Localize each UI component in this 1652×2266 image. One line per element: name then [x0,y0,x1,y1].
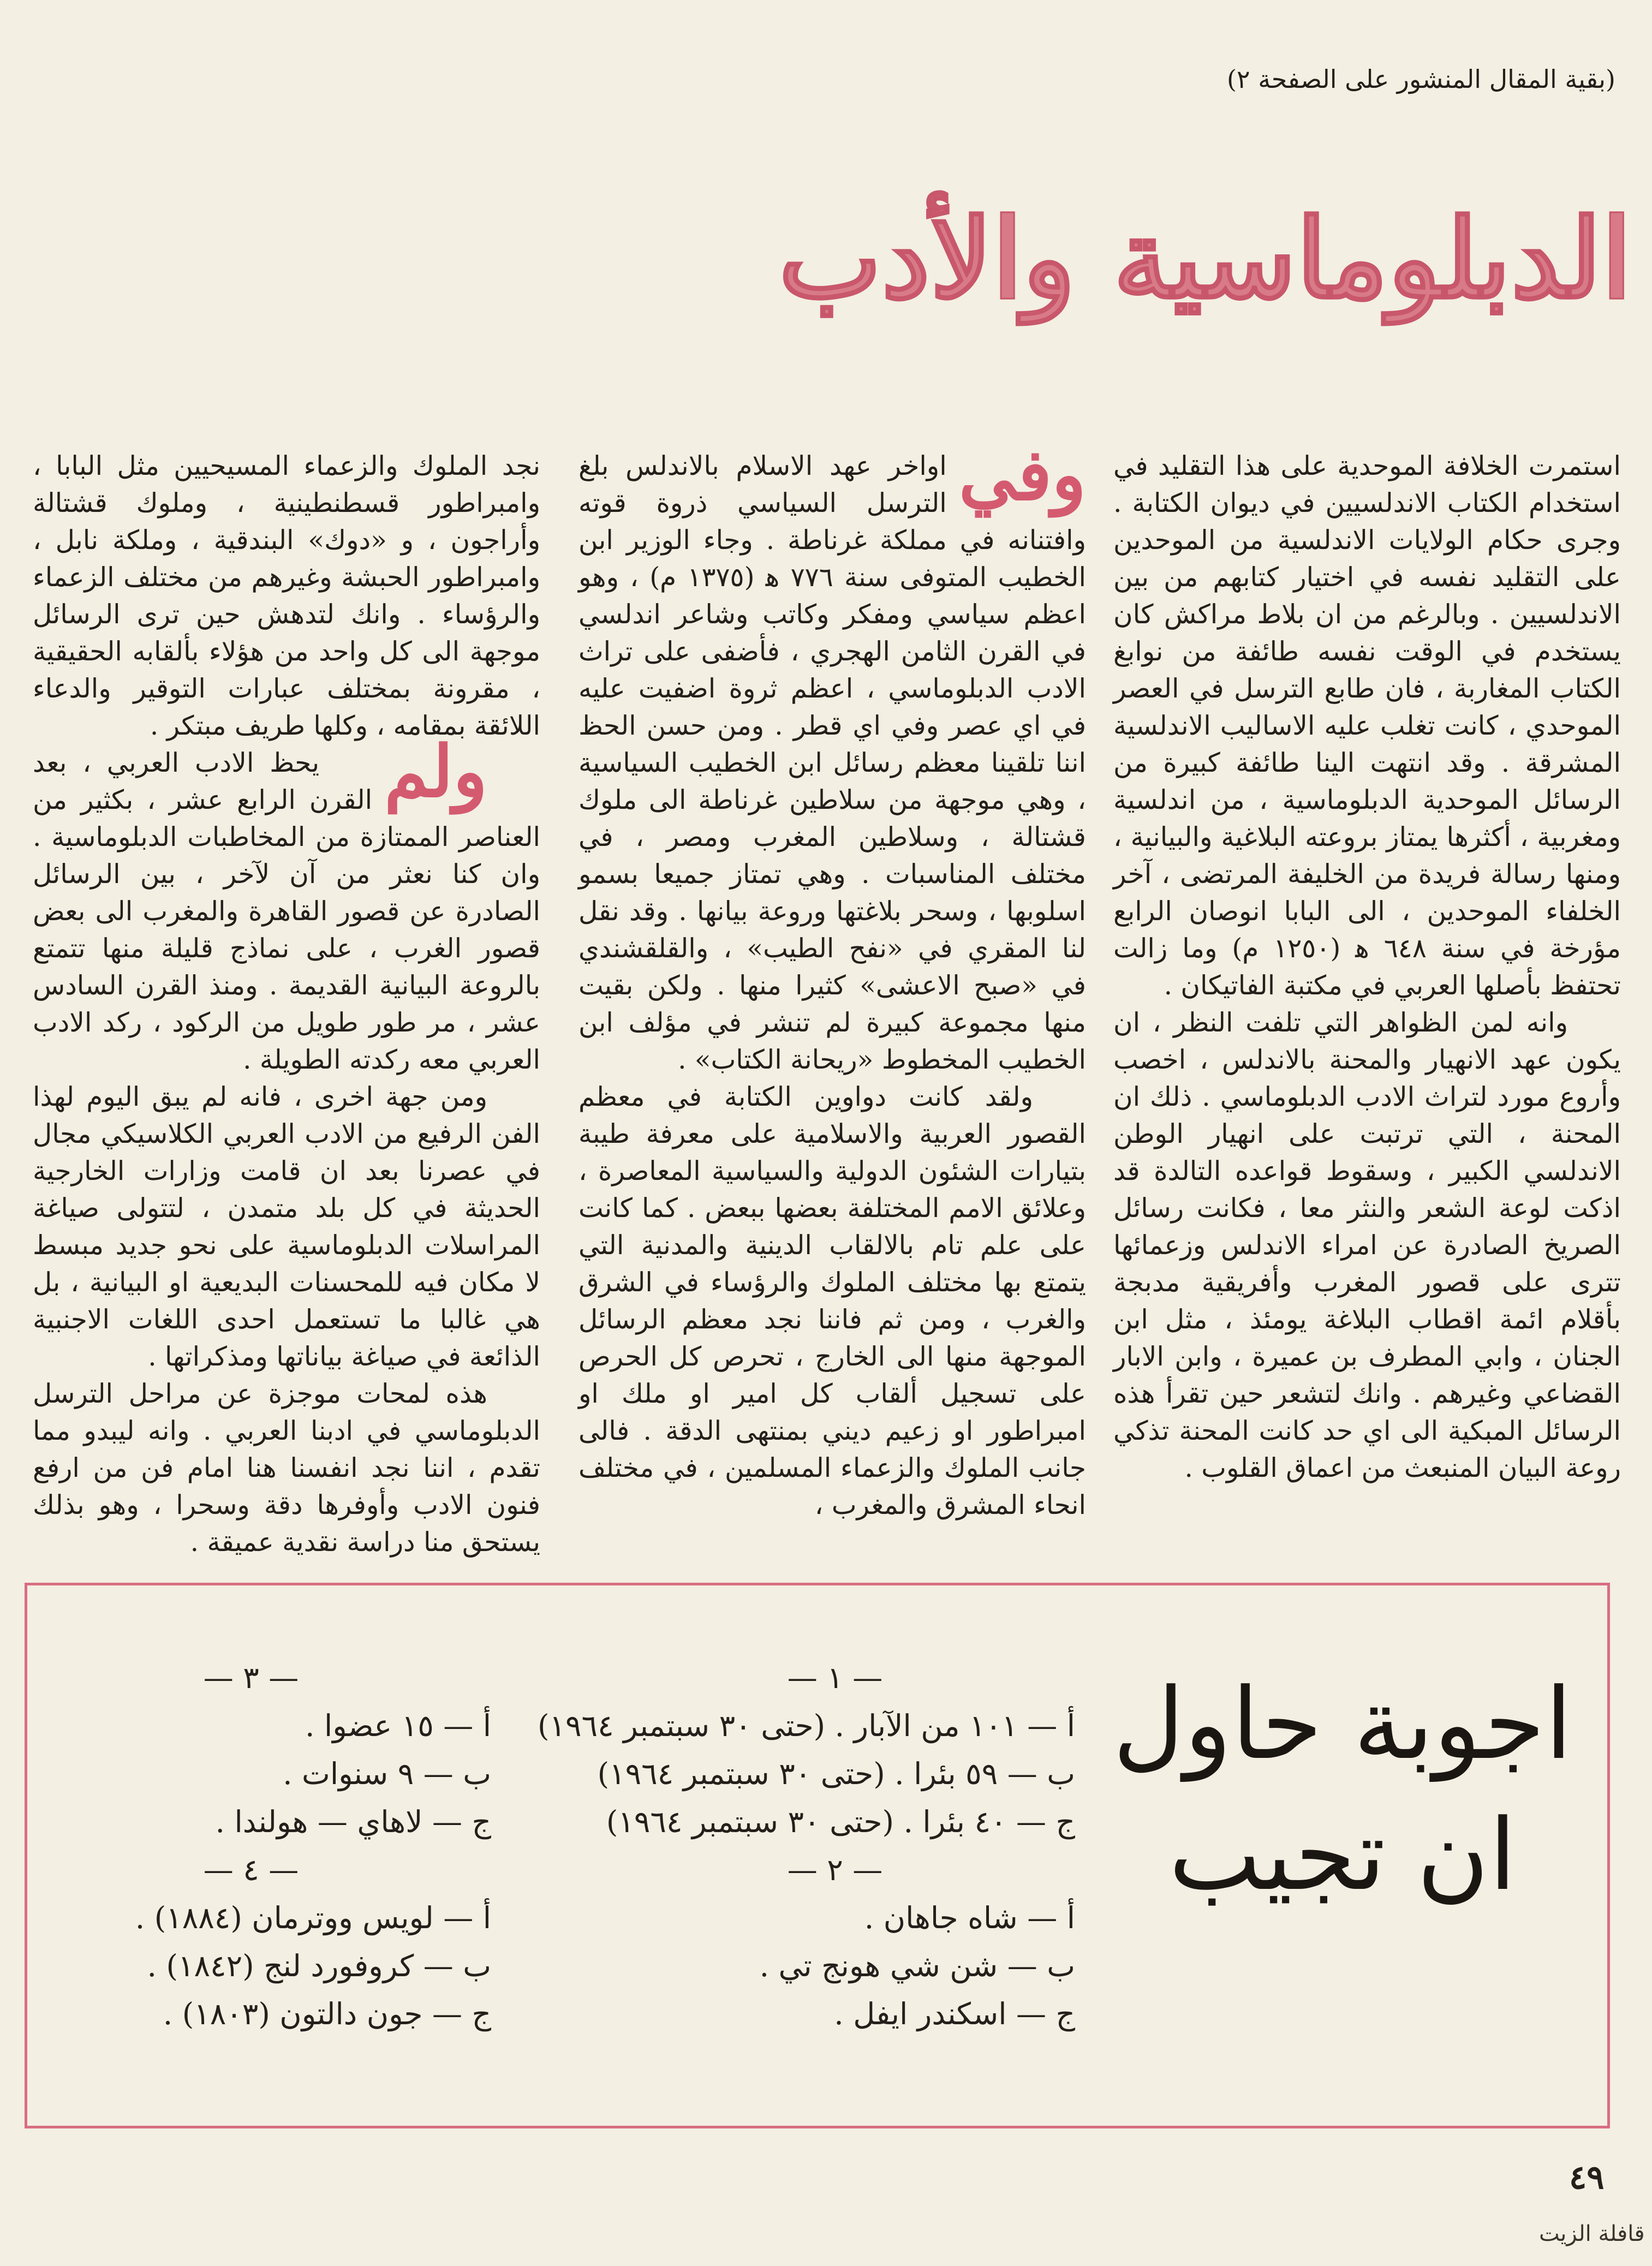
answers-title-line: ان تجيب [1168,1798,1517,1912]
column-left [33,448,540,1558]
page-number: ٤٩ [1569,2158,1605,2197]
answer-item: أ — شاه جاهان . [864,1900,1075,1935]
answers-group-3-4 [98,1654,491,2038]
answers-group-1-2 [538,1654,1075,2038]
answer-item: ج — جون دالتون (١٨٠٣) . [163,1996,491,2031]
group-header: — ٤ — [203,1852,299,1887]
column-middle [579,433,1087,1520]
paragraph: هذه لمحات موجزة عن مراحل الترسل الدبلوماسي في ادبنا العربي . وانه ليبدو مما تقدم ، اننا نجد انفسنا هنا امام فن من ارفع فنون الادب وأوفرها دقة وسحرا ، وهو بذلك يستحق منا دراسة نقدية عميقة . [33,1379,540,1558]
paragraph: ولقد كانت دواوين الكتابة في معظم القصور العربية والاسلامية على معرفة طيبة بتيارات الشئون الدولية والسياسية المعاصرة ، وعلائق الامم المختلفة بعضها ببعض . كما كانت على علم تام بالالقاب الدينية والمدنية التي يتمتع بها مختلف الملوك والرؤساء في الشرق والغرب ، ومن ثم فاننا نجد معظم الرسائل الموجهة منها الى الخارج ، تحرص كل الحرص على تسجيل ألقاب كل امير او ملك او امبراطور او زعيم ديني بمنتهى الدقة . فالى جانب الملوك والزعماء المسلمين ، في مختلف انحاء المشرق والمغرب ، [579,1082,1086,1520]
group-header: — ٢ — [787,1852,883,1887]
paragraph: استمرت الخلافة الموحدية على هذا التقليد في استخدام الكتاب الاندلسيين في ديوان الكتابة . وجرى حكام الولايات الاندلسية من الموحدين على التقليد نفسه في اختيار كتابهم من بين الاندلسيين . وبالرغم من ان بلاط مراكش كان يستخدم في الوقت نفسه طائفة من نوابغ الكتاب المغاربة ، فان طابع الترسل في العصر الموحدي ، كانت تغلب عليه الاساليب الاندلسية المشرقة . وقد انتهت الينا طائفة كبيرة من الرسائل الموحدية الدبلوماسية ، من اندلسية ومغربية ، أكثرها يمتاز بروعته البلاغية والبيانية ، ومنها رسالة فريدة من الخليفة المرتضى ، آخر الخلفاء الموحدين ، الى البابا انوصان الرابع مؤرخة في سنة ٦٤٨ ﻫ (١٢٥٠ م) وما زالت تحتفظ بأصلها العربي في مكتبة الفاتيكان . [1113,451,1621,1001]
answer-item: ب — شن شي هونج تي . [759,1948,1075,1983]
answers-title-line: اجوبة حاول [1113,1667,1572,1781]
answer-item: أ — لويس ووترمان (١٨٨٤) . [135,1900,491,1935]
answers-title [1108,1659,1577,1921]
answer-item: ج — اسكندر ايفل . [834,1996,1075,2031]
answer-item: ب — كروفورد لنج (١٨٤٢) . [147,1948,491,1983]
article-title: الدبلوماسية والأدب [778,195,1632,323]
continued-note: (بقية المقال المنشور على الصفحة ٢) [1226,64,1615,94]
drop-cap: وفي [958,433,1086,516]
paragraph: ومن جهة اخرى ، فانه لم يبق اليوم لهذا الفن الرفيع من الادب العربي الكلاسيكي مجال في عصرنا بعد ان قامت وزارات الخارجية الحديثة في كل بلد متمدن ، لتتولى صياغة المراسلات الدبلوماسية على نحو جديد مبسط لا مكان فيه للمحسنات البديعية او البيانية ، بل هي غالبا ما تستعمل احدى اللغات الاجنبية الذائعة في صياغة بياناتها ومذكراتها . [33,1082,540,1372]
answer-item: ج — لاهاي — هولندا . [215,1804,491,1839]
paragraph-text: يحظ الادب العربي ، بعد القرن الرابع عشر ، بكثير من العناصر الممتازة من المخاطبات الدبلوماسية . وان كنا نعثر من آن لآخر ، بين الرسائل الصادرة عن قصور القاهرة والمغرب الى بعض قصور الغرب ، على نماذج قليلة منها تتمتع بالروعة البيانية القديمة . ومنذ القرن السادس عشر ، مر طور طويل من الركود ، ركد الادب العربي معه ركدته الطويلة . [33,748,540,1075]
paragraph [579,433,1087,1078]
publication-name: قافلة الزيت [1539,2221,1645,2246]
paragraph [33,730,540,1078]
group-header: — ٣ — [203,1660,299,1695]
answer-item: أ — ١٥ عضوا . [305,1708,491,1743]
paragraph: نجد الملوك والزعماء المسيحيين مثل البابا ، وامبراطور قسطنطينية ، وملوك قشتالة وأراجون ، و «دوك» البندقية ، وملكة نابل ، وامبراطور الحبشة وغيرهم من مختلف الزعماء والرؤساء . وانك لتدهش حين ترى الرسائل موجهة الى كل واحد من هؤلاء بألقابه الحقيقية ، مقرونة بمختلف عبارات التوقير والدعاء اللائقة بمقامه ، وكلها طريف مبتكر . [33,451,540,741]
answer-item: ج — ٤٠ بئرا . (حتى ٣٠ سبتمبر ١٩٦٤) [606,1804,1075,1839]
answer-item: ب — ٥٩ بئرا . (حتى ٣٠ سبتمبر ١٩٦٤) [597,1756,1075,1791]
group-header: — ١ — [787,1660,883,1695]
column-right [1113,448,1621,1512]
paragraph-text: اواخر عهد الاسلام بالاندلس بلغ الترسل السياسي ذروة قوته وافتنانه في مملكة غرناطة . وجاء الوزير ابن الخطيب المتوفى سنة ٧٧٦ ﻫ (١٣٧٥ م) ، وهو اعظم سياسي ومفكر وكاتب وشاعر اندلسي في القرن الثامن الهجري ، فأضفى على تراث الادب الدبلوماسي ، اعظم ثروة اضفيت عليه في اي عصر وفي اي قطر . ومن حسن الحظ اننا تلقينا معظم رسائل ابن الخطيب السياسية ، وهي موجهة من سلاطين غرناطة الى ملوك قشتالة ، وسلاطين المغرب ومصر ، في مختلف المناسبات . وهي تمتاز جميعا بسمو اسلوبها ، وسحر بلاغتها وروعة بيانها . وقد نقل لنا المقري في «نفح الطيب» ، والقلقشندي في «صبح الاعشى» كثيرا منها . ولكن بقيت منها مجموعة كبيرة لم تنشر في مؤلف ابن الخطيب المخطوط «ريحانة الكتاب» . [579,451,1087,1075]
answer-item: ب — ٩ سنوات . [283,1756,491,1791]
paragraph: وانه لمن الظواهر التي تلفت النظر ، ان يكون عهد الانهيار والمحنة بالاندلس ، اخصب وأروع مورد لتراث الادب الدبلوماسي . ذلك ان المحنة ، التي ترتبت على انهيار الوطن الاندلسي الكبير ، وسقوط قواعده التالدة قد اذكت لوعة الشعر والنثر معا ، فكانت رسائل الصريخ الصادرة عن امراء الاندلس وزعمائها تترى على قصور المغرب وأفريقية مدبجة بأقلام ائمة اقطاب البلاغة يومئذ ، مثل ابن الجنان ، وابي المطرف بن عميرة ، وابن الابار القضاعي وغيرهم . وانك لتشعر حين تقرأ هذه الرسائل المبكية الى اي حد كانت المحنة تذكي روعة البيان المنبعث من اعماق القلوب . [1113,1007,1621,1483]
drop-cap: ولم [384,730,487,813]
answer-item: أ — ١٠١ من الآبار . (حتى ٣٠ سبتمبر ١٩٦٤) [538,1708,1075,1743]
